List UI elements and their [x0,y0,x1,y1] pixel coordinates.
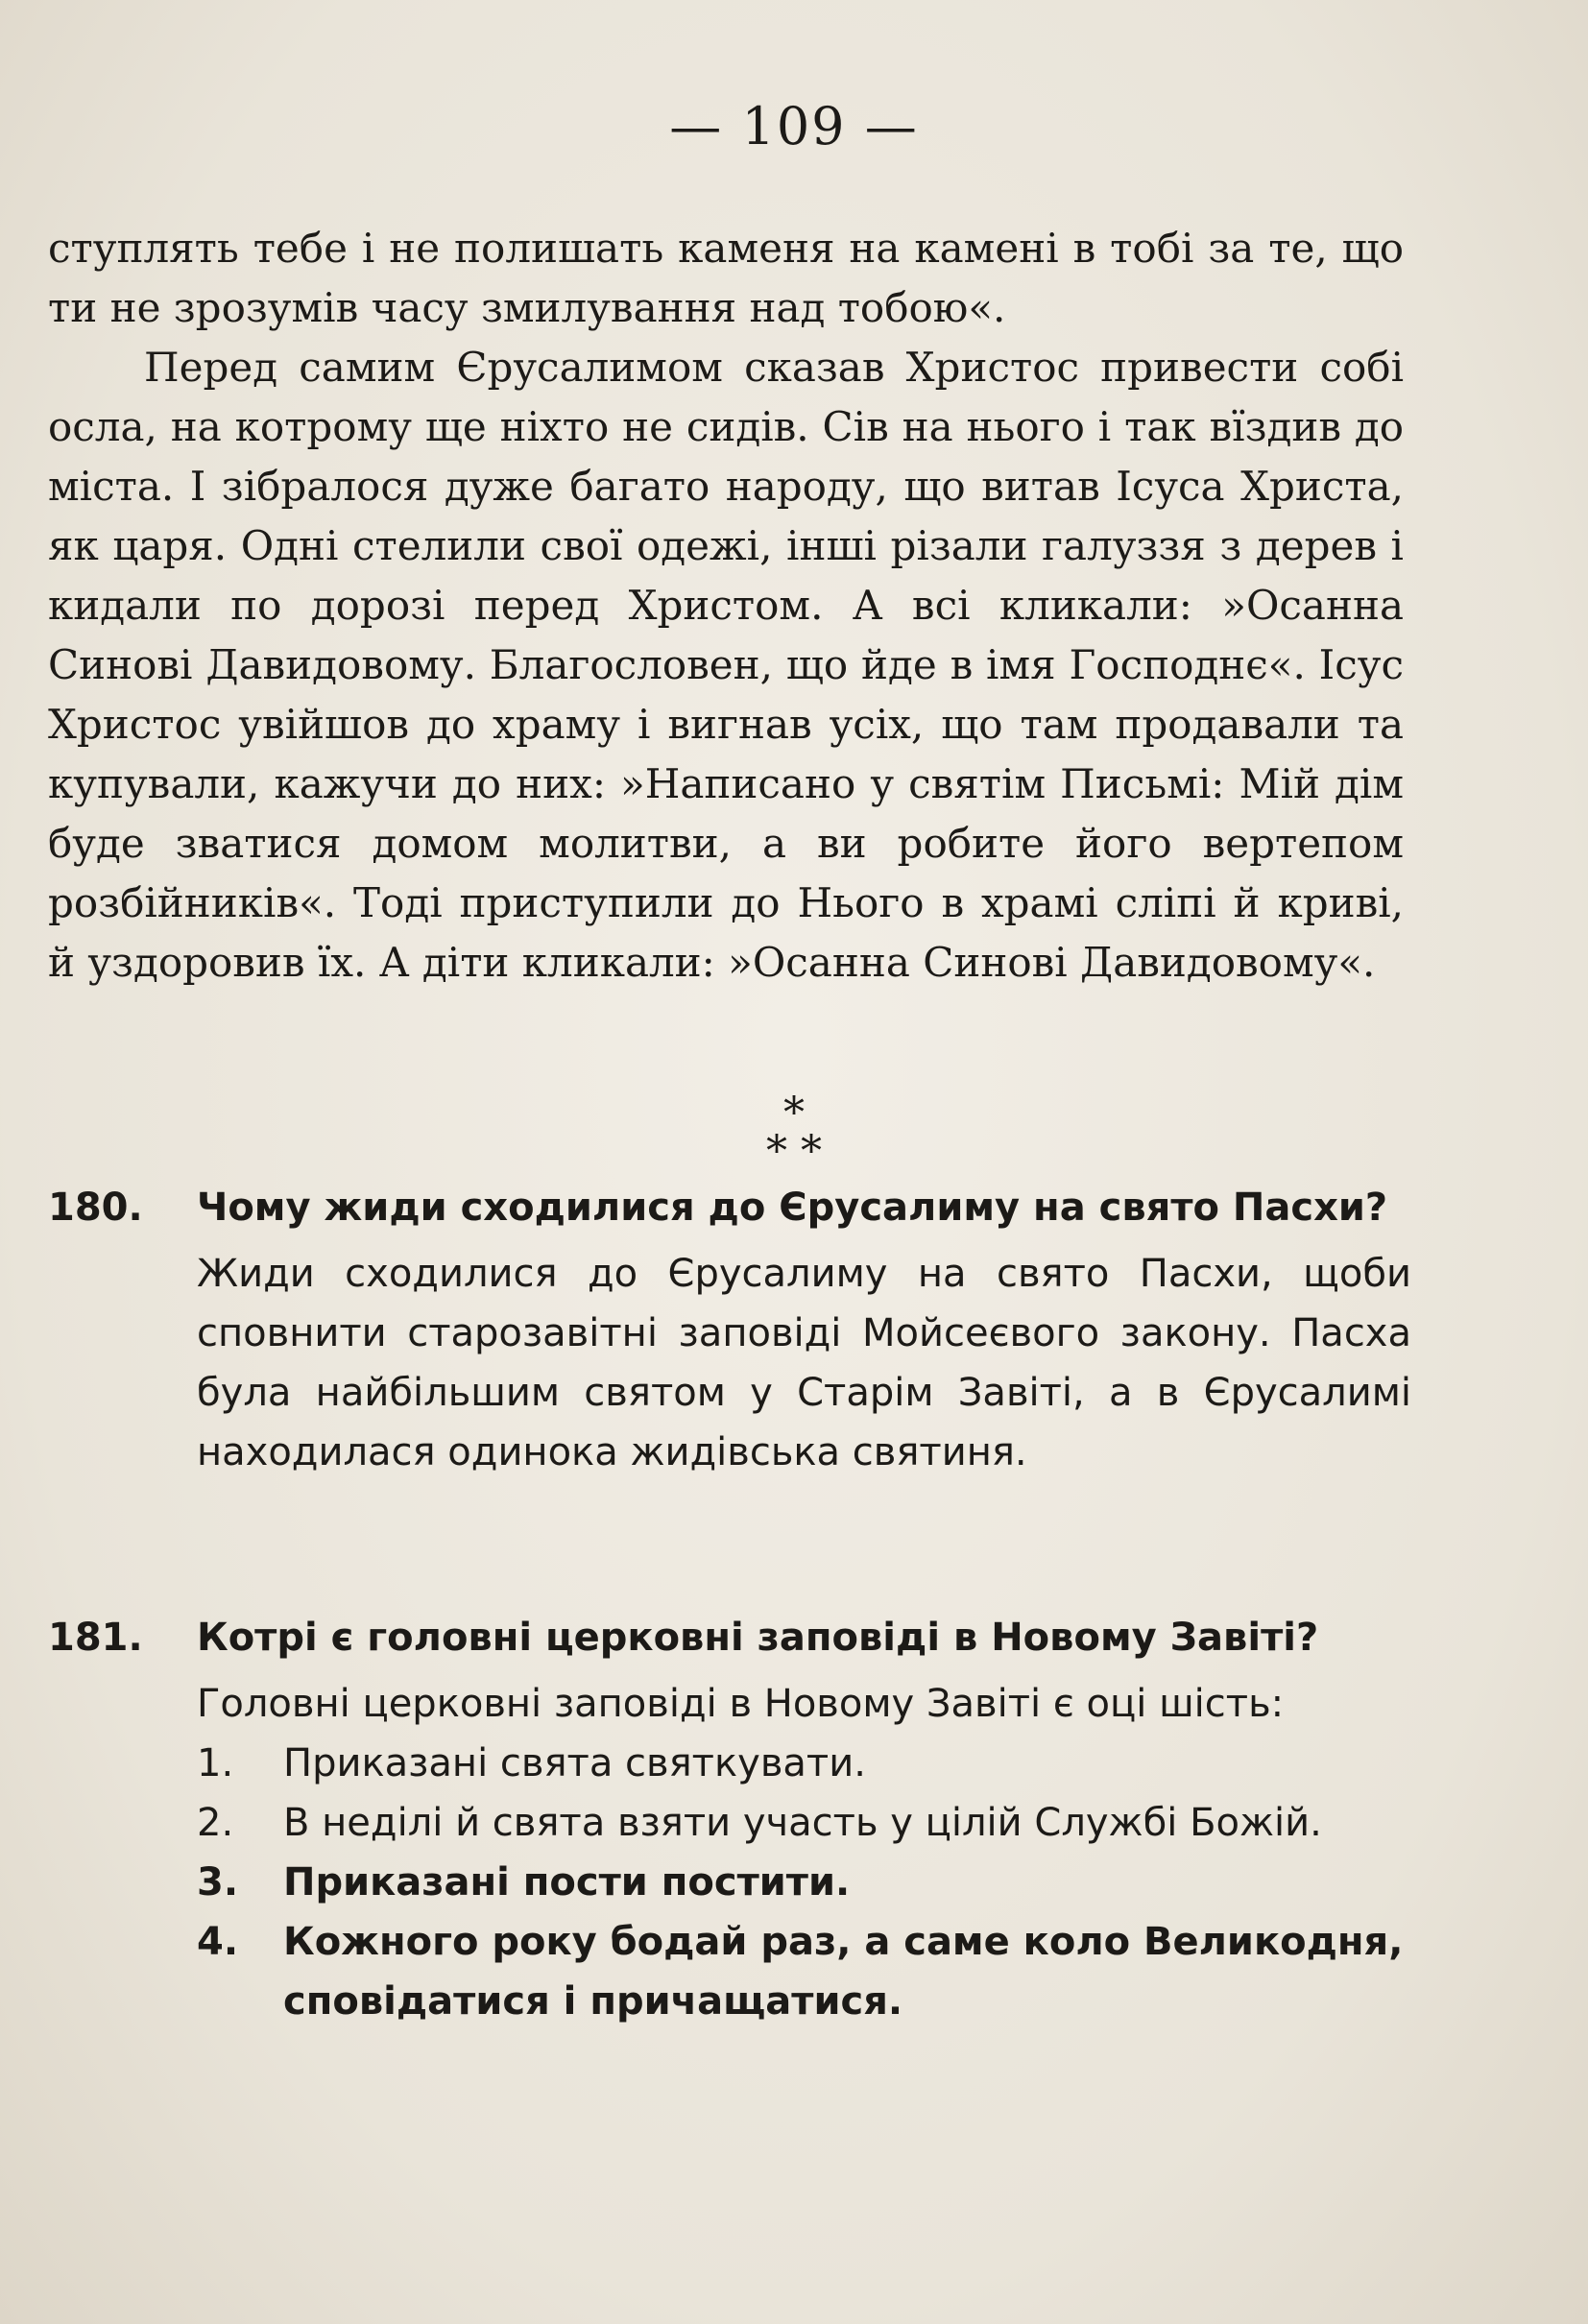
list-item-number: 2. [197,1801,234,1845]
asterism-separator [0,1089,1588,1176]
question-number: 180. [48,1186,143,1230]
question-text: Котрі є головні церковні заповіді в Новому Завіті? [197,1616,1319,1660]
question-181-answer: Головні церковні заповіді в Новому Завіті є оці шість: [197,1682,1285,1726]
commandments-list [197,1734,1411,2031]
list-item-text: В неділі й свята взяти участь у цілій Службі Божій. [283,1801,1322,1845]
paragraph-entry-jerusalem: Перед самим Єрусалимом сказав Христос привести собі осла, на котрому ще ніхто не сидів. Сів на нього і так вїздив до міста. І зібралося дуже багато народу, що витав Ісуса Христа, як царя. Одні стелили свої одежі, інші різали галуззя з дерев і кидали по дорозі перед Христом. А всі кликали: »Осанна Синові Давидовому. Благословен, що йде в імя Господнє«. Ісус Христос увійшов до храму і вигнав усіх, що там продавали та купували, кажучи до них: »Написано у святім Письмі: Мій дім буде зватися домом молитви, а ви робите його вертепом розбійників«. Тоді приступили до Нього в храмі сліпі й криві, й уздоровив їх. А діти кликали: »Осанна Синові Давидовому«. [48,344,1404,986]
paragraph-continued: ступлять тебе і не полишать каменя на камені в тобі за те, що ти не зрозумів часу змилування над тобою«. [48,225,1404,331]
list-item-text: Кожного року бодай раз, а саме коло Великодня, сповідатися і причащатися. [283,1920,1404,2024]
asterism-top: * [783,1089,805,1138]
list-item [197,1853,1411,1912]
list-item-number: 4. [197,1920,239,1964]
question-180-answer: Жиди сходилися до Єрусалиму на свято Пасхи, щоби сповнити старозавітні заповіді Мойсеєвого закону. Пасха була найбільшим святом у Старім Завіті, а в Єрусалимі находилася одинока жидівська святиня. [197,1252,1411,1474]
list-item [197,1734,1411,1793]
list-item [197,1912,1411,2031]
question-text: Чому жиди сходилися до Єрусалиму на свято Пасхи? [197,1186,1388,1230]
question-181-heading [48,1609,1411,1666]
question-181 [48,1609,1411,2031]
list-item-text: Приказані свята святкувати. [283,1741,866,1785]
question-180 [48,1179,1411,1482]
asterism-bottom: * * [766,1127,822,1176]
body-text [48,219,1404,993]
list-item-number: 1. [197,1741,234,1785]
page-number: — 109 — [669,96,919,156]
list-item-number: 3. [197,1860,239,1905]
list-item [197,1793,1411,1853]
list-item-text: Приказані пости постити. [283,1860,851,1905]
question-number: 181. [48,1616,143,1660]
question-180-heading [48,1179,1411,1236]
